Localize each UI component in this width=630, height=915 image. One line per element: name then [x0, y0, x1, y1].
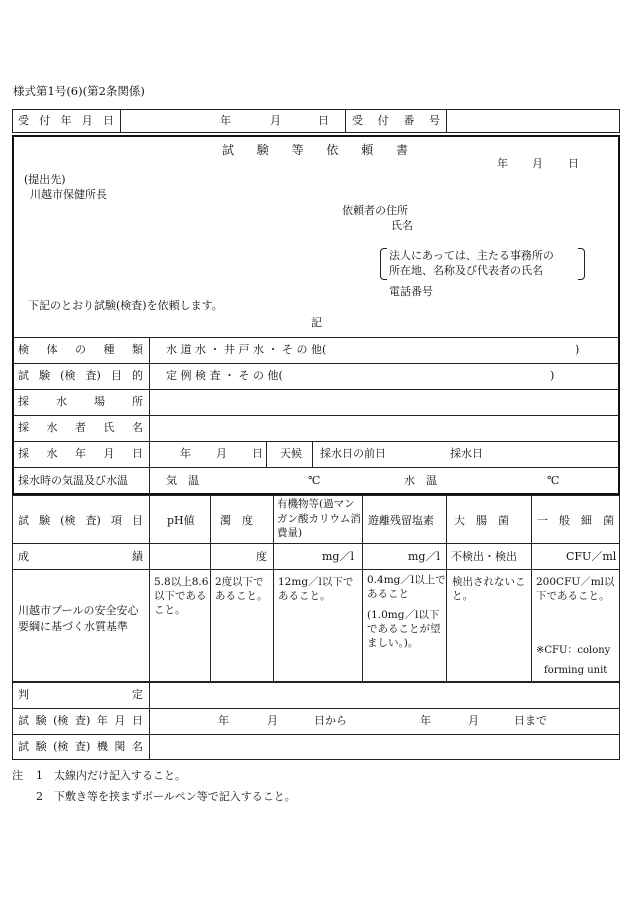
unit-turbidity: 度: [256, 550, 267, 563]
request-title: 試 験 等 依 頼 書: [222, 143, 408, 157]
corp-note-bracket-left: [380, 248, 387, 280]
place-field[interactable]: [150, 390, 618, 414]
result-label: 成 績: [18, 550, 143, 563]
std-ph: 5.8以上8.6以下であること。: [154, 576, 209, 616]
sample-year: 年: [180, 447, 191, 460]
reception-number-field[interactable]: [446, 109, 620, 133]
weather-label: 天候: [280, 447, 302, 460]
unit-ecoli: 不検出・検出: [451, 550, 517, 563]
cfu-note-2: forming unit: [544, 665, 608, 676]
specimen-label: 検 体 の 種 類: [18, 343, 143, 356]
sampler-field[interactable]: [150, 416, 618, 440]
period-year: 年: [218, 714, 229, 727]
period-to: 日まで: [514, 714, 547, 727]
header-bacteria: 一 般 細 菌: [537, 514, 614, 527]
purpose-close-paren: ): [550, 369, 555, 382]
std-chlorine-2: (1.0mg／l以下であることが望ましい。)。: [367, 609, 441, 649]
purpose-options[interactable]: 定 例 検 査 ・ そ の 他(: [166, 369, 283, 382]
standard-label: 川越市プールの安全安心要綱に基づく水質基準: [18, 604, 139, 633]
temperature-label: 採水時の気温及び水温: [18, 474, 128, 487]
test-item-label: 試 験 (検 査) 項 目: [18, 514, 143, 527]
corp-note-line-2: 所在地、名称及び代表者の氏名: [389, 264, 543, 277]
std-bacteria: 200CFU／ml以下であること。: [536, 576, 615, 602]
std-ecoli: 検出されないこと。: [452, 576, 526, 602]
reception-month: 月: [270, 114, 281, 127]
header-ecoli: 大 腸 菌: [454, 514, 509, 527]
submit-to-label: (提出先): [24, 173, 66, 186]
submit-to: 川越市保健所長: [30, 188, 107, 201]
ki-mark: 記: [311, 316, 322, 329]
unit-organic: mg／l: [322, 550, 354, 563]
std-chlorine-1: 0.4mg／l以上であること: [367, 574, 446, 600]
form-id: 様式第1号(6)(第2条関係): [13, 84, 145, 98]
request-day: 日: [568, 157, 579, 170]
period-month-2: 月: [468, 714, 479, 727]
sampler-label: 採 水 者 氏 名: [18, 421, 143, 434]
specimen-close-paren: ): [575, 343, 580, 356]
org-field[interactable]: [150, 735, 618, 759]
note-1-number: 1: [36, 769, 43, 782]
sample-date-label: 採 水 年 月 日: [18, 447, 143, 460]
phone-label: 電話番号: [389, 285, 433, 298]
place-label: 採 水 場 所: [18, 395, 143, 408]
air-temp-label: 気 温: [166, 474, 199, 487]
judgment-field[interactable]: [150, 683, 618, 707]
note-2-number: 2: [36, 790, 43, 803]
header-organic: 有機物等(過マンガン酸カリウム消費量): [277, 498, 361, 539]
std-turbidity: 2度以下であること。: [215, 576, 268, 602]
std-organic: 12mg／l以下であること。: [278, 576, 354, 602]
org-label: 試 験 (検 査) 機 関 名: [18, 740, 143, 753]
water-temp-unit: ℃: [547, 474, 560, 487]
test-period-label: 試 験 (検 査) 年 月 日: [18, 714, 143, 727]
purpose-label: 試 験 (検 査) 目 的: [18, 369, 143, 382]
reception-year: 年: [220, 114, 231, 127]
reception-date-label: 受 付 年 月 日: [18, 114, 114, 127]
period-month: 月: [267, 714, 278, 727]
unit-bacteria: CFU／ml: [566, 550, 617, 563]
request-month: 月: [532, 157, 543, 170]
note-2: 下敷き等を挟まずボールペン等で記入すること。: [54, 790, 296, 803]
judgment-label: 判 定: [18, 688, 143, 701]
header-chlorine: 遊離残留塩素: [368, 514, 434, 527]
specimen-options[interactable]: 水 道 水 ・ 井 戸 水 ・ そ の 他(: [166, 343, 327, 356]
notes-prefix: 注: [12, 769, 23, 782]
header-ph: pH値: [167, 514, 195, 527]
header-turbidity: 濁 度: [220, 514, 253, 527]
period-year-2: 年: [420, 714, 431, 727]
corp-note-line-1: 法人にあっては、主たる事務所の: [389, 249, 554, 262]
request-body-text: 下記のとおり試験(検査)を依頼します。: [28, 299, 223, 312]
request-year: 年: [497, 157, 508, 170]
sample-month: 月: [216, 447, 227, 460]
note-1: 太線内だけ記入すること。: [54, 769, 186, 782]
weather-sample-day[interactable]: 採水日: [450, 447, 483, 460]
unit-chlorine: mg／l: [408, 550, 440, 563]
requester-name-label: 氏名: [391, 219, 413, 232]
sample-day: 日: [252, 447, 263, 460]
period-from: 日から: [314, 714, 347, 727]
weather-prev-day[interactable]: 採水日の前日: [320, 447, 386, 460]
reception-day: 日: [318, 114, 329, 127]
reception-number-label: 受 付 番 号: [352, 114, 440, 127]
corp-note-bracket-right: [578, 248, 585, 280]
water-temp-label: 水 温: [404, 474, 437, 487]
cfu-note-1: ※CFU：colony: [536, 645, 611, 656]
air-temp-unit: ℃: [308, 474, 321, 487]
requester-address-label: 依頼者の住所: [342, 204, 408, 217]
